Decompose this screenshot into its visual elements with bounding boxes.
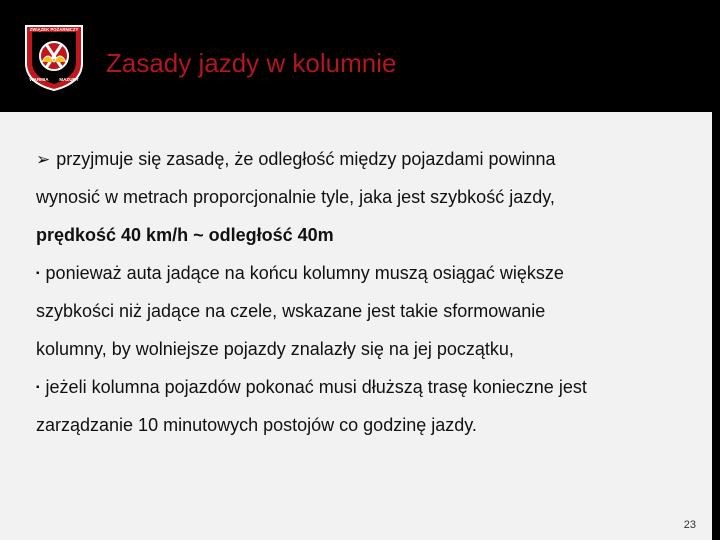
content-line (36, 140, 676, 178)
content-line (36, 216, 676, 254)
fire-brigade-emblem-icon (18, 20, 90, 92)
content-text: zarządzanie 10 minutowych postojów co godzinę jazdy. (36, 415, 477, 435)
content-line (36, 330, 676, 368)
square-bullet-icon: ▪ (36, 382, 40, 393)
content-line (36, 406, 676, 444)
title-bar (0, 0, 720, 112)
slide-content (36, 140, 676, 444)
content-text: wynosić w metrach proporcjonalnie tyle, jaka jest szybkość jazdy, (36, 187, 555, 207)
page-title: Zasady jazdy w kolumnie (106, 48, 397, 78)
content-text: ponieważ auta jadące na końcu kolumny muszą osiągać większe (45, 263, 564, 283)
content-text: przyjmuje się zasadę, że odległość między pojazdami powinna (56, 149, 556, 169)
content-text: prędkość 40 km/h ~ odległość 40m (36, 225, 334, 245)
content-line (36, 178, 676, 216)
content-text: szybkości niż jadące na czele, wskazane jest takie sformowanie (36, 301, 546, 321)
content-text: jeżeli kolumna pojazdów pokonać musi dłuższą trasę konieczne jest (45, 377, 587, 397)
logo-top-text: ZWIĄZEK POŻARNICZY (29, 27, 79, 32)
content-line (36, 368, 676, 406)
content-line (36, 254, 676, 292)
content-text: kolumny, by wolniejsze pojazdy znalazły się na jej początku, (36, 339, 514, 359)
logo-right-text: MAZURY (59, 77, 79, 82)
logo-left-text: WARMIA (29, 77, 49, 82)
content-line (36, 292, 676, 330)
arrow-bullet-icon: ➢ (36, 150, 51, 169)
page-number: 23 (683, 519, 696, 531)
square-bullet-icon: ▪ (36, 268, 40, 279)
